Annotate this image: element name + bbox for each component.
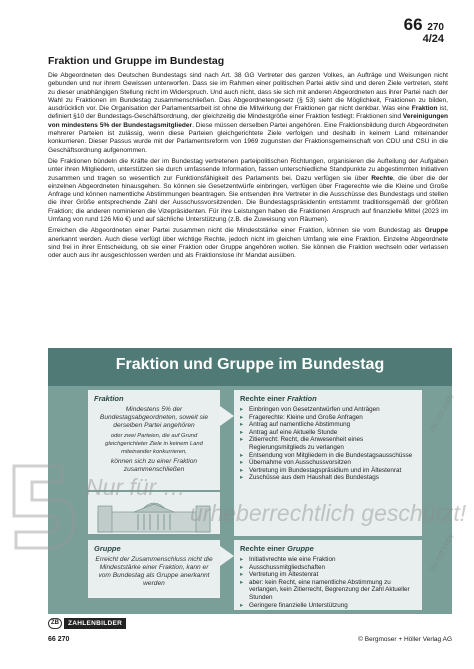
watermark-line-2: urheberrechtlich geschützt!	[190, 500, 467, 526]
page-title: Fraktion und Gruppe im Bundestag	[48, 55, 225, 67]
footer-number: 66 270	[48, 636, 70, 643]
publisher-label: © Bergmoser + Höller Verlag AG	[358, 636, 452, 643]
paragraph-3: Erreichen die Abgeordneten einer Partei zusammen nicht die Mindeststärke einer Fraktion, können sie vom Bundestag als Gruppe anerkannt werden. Auch diese verfügt über wichtige Rechte, jedoch nicht im gleichen Umfang wie eine Fraktion. Einzelne Abgeordnete sind frei in ihrer Entscheidung, ob sie einer Fraktion oder Gruppe angehören wollen. Sie können die Fraktion wechseln oder verlassen oder auch aus ihr ausgeschlossen werden und als Fraktionslose ihr Mandat ausüben.	[48, 227, 448, 260]
logo-mark-icon: ZB	[48, 618, 62, 629]
watermark-line-1: Nur für …	[86, 474, 186, 500]
gruppe-rights-list	[240, 556, 416, 609]
infographic-header	[48, 348, 452, 386]
fraktion-box: Fraktion Mindestens 5% der Bundestagsabgeordneten, soweit sie derselben Partei angehören oder zwei Parteien, die auf Grund gleichgerichteter Ziele in keinem Land miteinander konkurrieren, können sich zu einer Fraktion zusammenschließen	[88, 390, 220, 490]
list-item: ▸ Geringere finanzielle Unterstützung	[240, 602, 416, 610]
list-item: ▸ Vertretung im Bundestagspräsidium und im Ältestenrat	[240, 467, 416, 475]
paragraph-2: Die Fraktionen bündeln die Kräfte der im Bundestag vertretenen parteipolitischen Richtungen, organisieren die Aufteilung der Aufgaben unter ihren Mitgliedern, unterstützen sie durch umfassende Information, fassen unterschiedliche Standpunkte zu abgestimmten Initiativen zusammen und tragen so wesentlich zur Funktionsfähigkeit des Parlaments bei. Dazu verfügen sie über Rechte, die über die der einzelnen Abgeordneten hinausgehen. So können sie Gesetzentwürfe einbringen, verfügen über Fragerechte wie die Kleine und Große Anfrage und können namentliche Abstimmungen beantragen. Sie entsenden ihre Vertreter in die Ausschüsse des Bundestags und stellen die ihrer Größe entsprechende Zahl der Ausschussvorsitzenden. Die Bundestagspräsidentin entstammt traditionsgemäß der größten Fraktion; die anderen nominieren die Vizepräsidenten. Für ihre Leistungen haben die Fraktionen Anspruch auf finanzielle Mittel (2023 im Umfang von rund 126 Mio €) und auf sächliche Unterstützung (z.B. die Zuweisung von Räumen).	[48, 157, 448, 224]
paragraph-1: Die Abgeordneten des Deutschen Bundestags sind nach Art. 38 GG Vertreter des ganzen Volkes, an Aufträge und Weisungen nicht gebunden und nur ihrem Gewissen unterworfen. Dass sie im Rahmen einer politischen Partei aktiv sind und deren Ziele vertreten, steht zu dieser unabhängigen Stellung nicht im Widerspruch. Und auch nicht, dass sie sich mit anderen Abgeordneten aus ihrer Partei nach der Wahl zu Fraktionen im Bundestag zusammenschließen. Das Abgeordnetengesetz (§ 53) sieht die Möglichkeit, Fraktionen zu bilden, ausdrücklich vor. Die Organisation der Parlamentsarbeit ist ohne die Mitwirkung der Fraktionen gar nicht denkbar. Was eine Fraktion ist, definiert §10 der Bundestags-Geschäftsordnung, der gleichzeitig die Mindestgröße einer Fraktion festlegt: Fraktionen sind Vereinigungen von mindestens 5% der Bundestagsmitglieder. Diese müssen derselben Partei angehören. Eine Fraktionsbildung durch Abgeordneten mehrerer Parteien ist zulässig, wenn diese Parteien gleichgerichtete Ziele verfolgen und deshalb in keinem Land miteinander konkurrieren. Dieser Passus wurde mit der Parlamentsreform von 1969 zugunsten der Fraktionsgemeinschaft von CDU und CSU in die Geschäftsordnung aufgenommen.	[48, 72, 448, 154]
list-item: ▸ Ausschussmitgliedschaften	[240, 564, 416, 572]
list-item: ▸ aber: kein Recht, eine namentliche Abstimmung zu verlangen, kein Zitierrecht, Begrenzung der Zahl Aktueller Stunden	[240, 579, 416, 602]
list-item: ▸ Zuschüsse aus dem Haushalt des Bundestags	[240, 474, 416, 482]
gruppe-rights-box: Rechte einer Gruppe ▸ Initiativrechte wie eine Fraktion ▸ Ausschussmitgliedschaften ▸ Vertretung im Ältestenrat ▸ aber: kein Recht, eine namentliche Abstimmung zu verlangen, kein Zitierrecht, Begrenzung der Zahl Aktueller Stunden ▸ Geringere finanzielle Unterstützung	[234, 540, 422, 610]
watermark-side: Do not copy	[427, 531, 456, 574]
watermark-side: Do not copy	[427, 391, 456, 434]
sheet-number: 66 270 4/24	[403, 15, 444, 45]
arrow-right-icon	[220, 546, 234, 566]
infographic	[48, 348, 456, 614]
watermark-logo-icon	[8, 462, 78, 554]
issue-label: 4/24	[422, 32, 444, 45]
list-item: ▸ Initiativrechte wie eine Fraktion	[240, 556, 416, 564]
list-item: ▸ Einbringen von Gesetzentwürfen und Anträgen	[240, 406, 416, 414]
reichstag-building-icon	[88, 492, 220, 534]
zahlenbilder-logo: ZB ZAHLENBILDER	[48, 618, 126, 629]
footer	[48, 618, 452, 643]
infographic-title: Fraktion und Gruppe im Bundestag	[115, 356, 385, 373]
gruppe-box: Gruppe Erreicht der Zusammenschluss nicht die Mindeststärke einer Fraktion, kann er vom Bundestag als Gruppe anerkannt werden	[88, 540, 220, 598]
list-item: ▸ Übernahme von Ausschussvorsitzen	[240, 459, 416, 467]
list-item: ▸ Fragerechte: Kleine und Große Anfragen	[240, 414, 416, 422]
arrow-right-icon	[220, 406, 234, 426]
list-item: ▸ Antrag auf eine Aktuelle Stunde	[240, 429, 416, 437]
list-item: ▸ Zitierrecht: Recht, die Anwesenheit eines Regierungsmitglieds zu verlangen	[240, 436, 416, 451]
fraktion-rights-list	[240, 406, 416, 482]
list-item: ▸ Antrag auf namentliche Abstimmung	[240, 421, 416, 429]
article-body	[48, 72, 448, 264]
fraktion-rights-box: Rechte einer Fraktion ▸ Einbringen von Gesetzentwürfen und Anträgen ▸ Fragerechte: Kleine und Große Anfragen ▸ Antrag auf namentliche Abstimmung ▸ Antrag auf eine Aktuelle Stunde ▸ Zitierrecht: Recht, die Anwesenheit eines Regierungsmitglieds zu verlangen ▸ Entsendung von Mitgliedern in die Bundestagsausschüsse ▸ Übernahme von Ausschussvorsitzen ▸ Vertretung im Bundestagspräsidium und im Ältestenrat ▸ Zuschüsse aus dem Haushalt des Bundestags	[234, 390, 422, 536]
list-item: ▸ Vertretung im Ältestenrat	[240, 571, 416, 579]
list-item: ▸ Entsendung von Mitgliedern in die Bundestagsausschüsse	[240, 452, 416, 460]
